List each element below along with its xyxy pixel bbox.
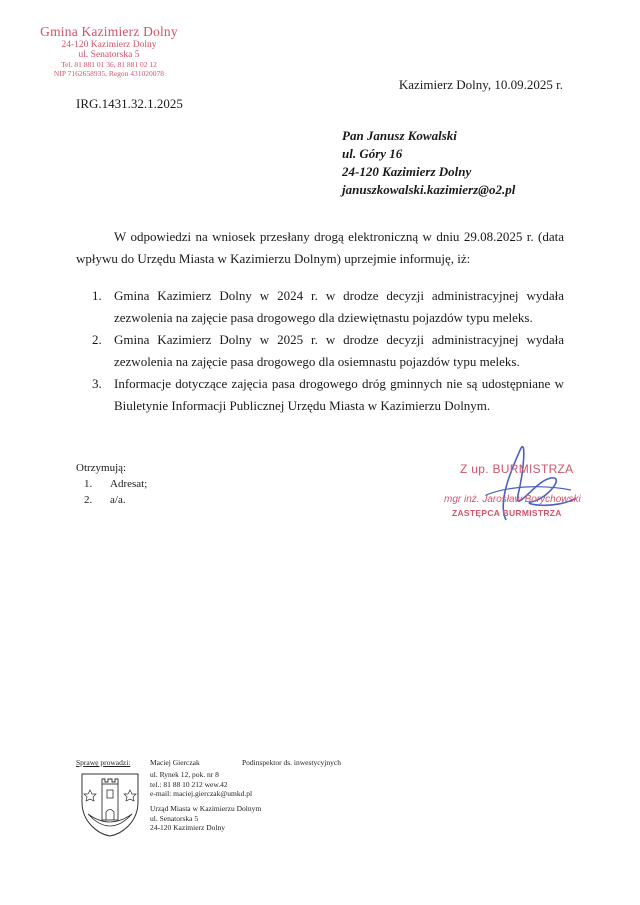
addressee-city: 24-120 Kazimierz Dolny <box>342 164 472 179</box>
letterhead-line1: 24-120 Kazimierz Dolny <box>61 40 157 50</box>
list-item <box>92 373 564 416</box>
signature-line2: mgr inż. Jarosław Borychowski <box>444 494 581 505</box>
footer-contact <box>150 770 252 799</box>
list-item <box>92 285 564 328</box>
recipient-item <box>76 476 147 492</box>
addressee-block <box>342 127 515 199</box>
footer-name: Maciej Gierczak <box>150 758 200 767</box>
footer-label: Sprawę prowadzi: <box>76 758 131 767</box>
recipients-heading: Otrzymują: <box>76 462 127 474</box>
footer-office-line3: 24-120 Kazimierz Dolny <box>150 823 225 832</box>
list-item-number: 1. <box>92 288 102 303</box>
recipient-text: a/a. <box>110 494 126 506</box>
signature-line3: ZASTĘPCA BURMISTRZA <box>452 508 562 518</box>
signature-stamp <box>436 458 606 528</box>
list-item-text: Gmina Kazimierz Dolny w 2024 r. w drodze decyzji administracyjnej wydała zezwolenia na zajęcie pasa drogowego dla dziewiętnastu pojazdów typu meleks. <box>114 288 564 325</box>
letterhead-stamp <box>34 24 184 78</box>
list-item-number: 3. <box>92 376 102 391</box>
addressee-street: ul. Góry 16 <box>342 146 403 161</box>
footer-address: ul. Rynek 12, pok. nr 8 <box>150 770 219 779</box>
town-crest-icon <box>78 772 142 843</box>
footer-role: Podinspektor ds. inwestycyjnych <box>242 758 341 767</box>
list-item-text: Gmina Kazimierz Dolny w 2025 r. w drodze decyzji administracyjnej wydała zezwolenia na zajęcie pasa drogowego dla osiemnastu pojazdów typu meleks. <box>114 332 564 369</box>
letterhead-name: Gmina Kazimierz Dolny <box>40 24 178 39</box>
footer-email: e-mail: maciej.gierczak@umkd.pl <box>150 789 253 798</box>
intro-paragraph: W odpowiedzi na wniosek przesłany drogą elektroniczną w dniu 29.08.2025 r. (data wpływu do Urzędu Miasta w Kazimierzu Dolnym) uprzejmie informuję, iż: <box>76 229 564 266</box>
footer-office-line2: ul. Senatorska 5 <box>150 813 199 823</box>
signature-line1: Z up. BURMISTRZA <box>460 462 574 476</box>
recipient-item <box>76 492 147 508</box>
addressee-name: Pan Janusz Kowalski <box>342 128 457 143</box>
letter-intro <box>76 226 564 270</box>
recipient-text: Adresat; <box>110 478 148 490</box>
footer-phone: tel.: 81 88 10 212 wew.42 <box>150 779 228 789</box>
letter-date: Kazimierz Dolny, 10.09.2025 r. <box>398 77 563 92</box>
recipients-block <box>76 460 147 508</box>
recipient-number: 1. <box>84 478 93 490</box>
information-list <box>92 285 564 417</box>
list-item-number: 2. <box>92 332 102 347</box>
list-item-text: Informacje dotyczące zajęcia pasa drogowego dróg gminnych nie są udostępniane w Biuletynie Informacji Publicznej Urzędu Miasta w Kazimierzu Dolnym. <box>114 376 564 413</box>
letterhead-line2: ul. Senatorska 5 <box>78 50 140 60</box>
recipient-number: 2. <box>84 494 93 506</box>
letterhead-line3: Tel. 81 881 01 36, 81 881 02 12 <box>61 60 157 69</box>
footer-office-line1: Urząd Miasta w Kazimierzu Dolnym <box>150 804 262 813</box>
reference-number: IRG.1431.32.1.2025 <box>76 96 183 111</box>
letterhead-line4: NIP 7162658935, Regon 431020078 <box>53 69 165 78</box>
footer-office <box>150 804 261 833</box>
addressee-email: januszkowalski.kazimierz@o2.pl <box>342 182 516 197</box>
list-item <box>92 329 564 372</box>
